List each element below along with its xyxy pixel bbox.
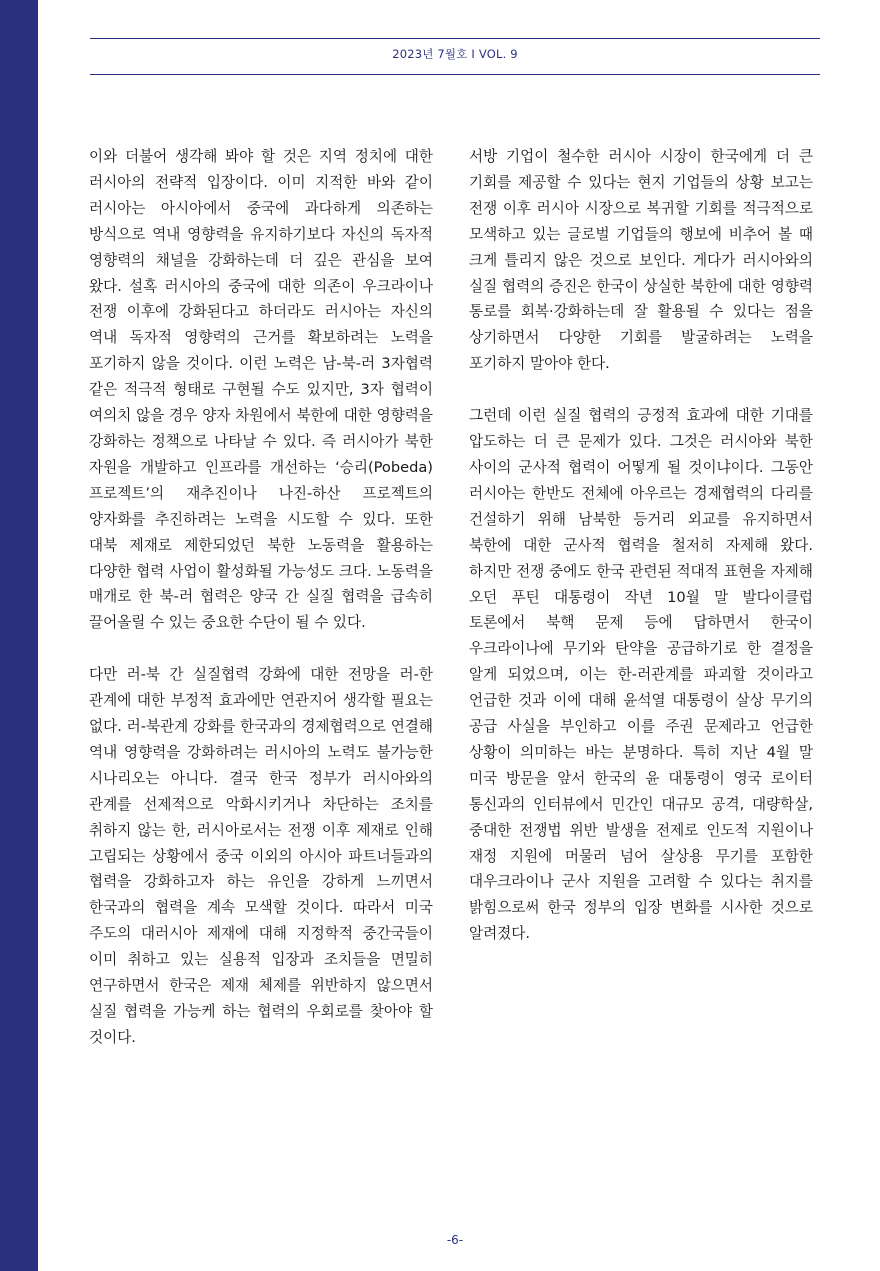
header-rule-bottom xyxy=(90,74,820,75)
paragraph: 그런데 이런 실질 협력의 긍정적 효과에 대한 기대를 압도하는 더 큰 문제가 있다. 그것은 러시아와 북한 사이의 군사적 협력이 어떻게 될 것이냐이다. 그동안 러시아는 한반도 전체에 아우르는 경제협력의 다리를 건설하기 위해 남북한 등거리 외교를 유지하면서 북한에 대한 군사적 협력을 철저히 자제해 왔다. 하지만 전쟁 중에도 한국 관련된 적대적 표현을 자제해 오던 푸틴 대통령이 작년 10월 말 발다이클럽 토론에서 북핵 문제 등에 답하면서 한국이 우크라이나에 무기와 탄약을 공급하기로 한 결정을 알게 되었으며, 이는 한-러관계를 파괴할 것이라고 언급한 것과 이에 대해 윤석열 대통령이 살상 무기의 공급 사실을 부인하고 이를 주권 문제라고 언급한 상황이 의미하는 바는 분명하다. 특히 지난 4월 말 미국 방문을 앞서 한국의 윤 대통령이 영국 로이터 통신과의 인터뷰에서 민간인 대규모 공격, 대량학살, 중대한 전쟁법 위반 발생을 전제로 인도적 지원이나 재정 지원에 머물러 넘어 살상용 무기를 포함한 대우크라이나 군사 지원을 고려할 수 있다는 취지를 밝힘으로써 한국 정부의 입장 변화를 시사한 것으로 알려졌다. xyxy=(469,407,813,943)
paragraph: 서방 기업이 철수한 러시아 시장이 한국에게 더 큰 기회를 제공할 수 있다는 현지 기업들의 상황 보고는 전쟁 이후 러시아 시장으로 복귀할 기회를 적극적으로 모색하고 있는 글로벌 기업들의 행보에 비추어 볼 때 크게 틀리지 않은 것으로 보인다. 게다가 러시아와의 실질 협력의 증진은 한국이 상실한 북한에 대한 영향력 통로를 회복·강화하는데 잘 활용될 수 있다는 점을 상기하면서 다양한 기회를 발굴하려는 노력을 포기하지 말아야 한다. xyxy=(469,148,813,373)
right-column xyxy=(469,144,813,947)
paragraph: 이와 더불어 생각해 봐야 할 것은 지역 정치에 대한 러시아의 전략적 입장이다. 이미 지적한 바와 같이 러시아는 아시아에서 중국에 과다하게 의존하는 방식으로 역내 영향력을 유지하기보다 자신의 독자적 영향력의 채널을 강화하는데 더 깊은 관심을 보여 왔다. 설혹 러시아의 중국에 대한 의존이 우크라이나 전쟁 이후에 강화된다고 하더라도 러시아는 자신의 역내 독자적 영향력의 근거를 확보하려는 노력을 포기하지 않을 것이다. 이런 노력은 남-북-러 3자협력 같은 적극적 형태로 구현될 수도 있지만, 3자 협력이 여의치 않을 경우 양자 차원에서 북한에 대한 영향력을 강화하는 정책으로 나타날 수 있다. 즉 러시아가 북한 자원을 개발하고 인프라를 개선하는 ‘승리(Pobeda) 프로젝트’의 재추진이나 나진-하산 프로젝트의 양자화를 추진하려는 노력을 시도할 수 있다. 또한 대북 제재로 제한되었던 북한 노동력을 활용하는 다양한 협력 사업이 활성화될 가능성도 크다. 노동력을 매개로 한 북-러 협력은 양국 간 실질 협력을 급속히 끌어올릴 수 있는 중요한 수단이 될 수 있다. xyxy=(89,148,433,632)
paragraph: 다만 러-북 간 실질협력 강화에 대한 전망을 러-한 관계에 대한 부정적 효과에만 연관지어 생각할 필요는 없다. 러-북관계 강화를 한국과의 경제협력으로 연결해 역내 영향력을 강화하려는 러시아의 노력도 불가능한 시나리오는 아니다. 결국 한국 정부가 러시아와의 관계를 선제적으로 악화시키거나 차단하는 조치를 취하지 않는 한, 러시아로서는 전쟁 이후 제재로 인해 고립되는 상황에서 중국 이외의 아시아 파트너들과의 협력을 강화하고자 하는 유인을 강하게 느끼면서 한국과의 협력을 계속 모색할 것이다. 따라서 미국 주도의 대러시아 제재에 대해 지정학적 중간국들이 이미 취하고 있는 실용적 입장과 조치들을 면밀히 연구하면서 한국은 제재 체제를 위반하지 않으면서 실질 협력을 가능케 하는 협력의 우회로를 찾아야 할 것이다. xyxy=(89,666,433,1046)
header-rule-top xyxy=(90,38,820,39)
page-number: -6- xyxy=(446,1233,464,1247)
left-column xyxy=(89,144,433,1051)
side-accent-bar xyxy=(0,0,38,1271)
issue-label: 2023년 7월호 I VOL. 9 xyxy=(392,47,518,61)
